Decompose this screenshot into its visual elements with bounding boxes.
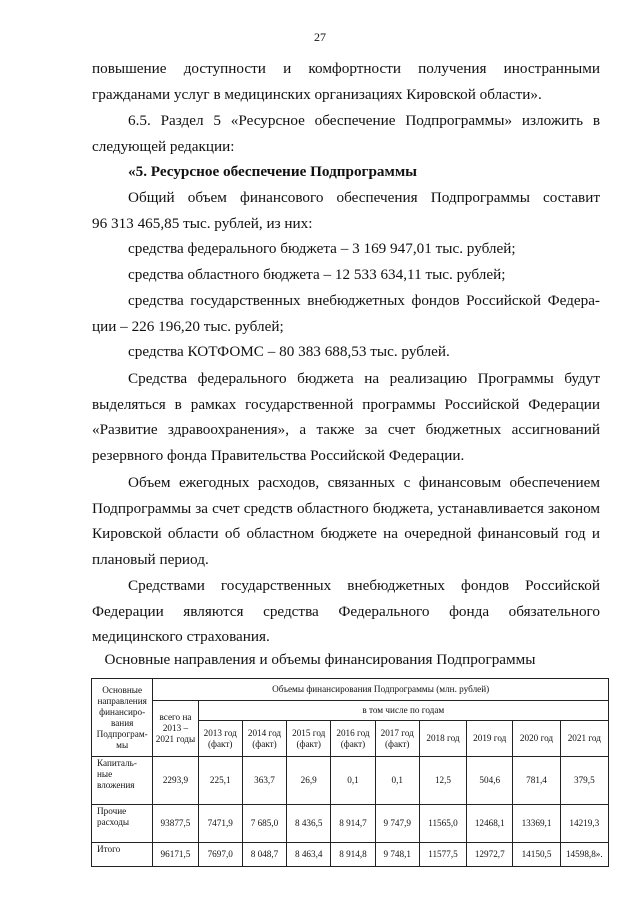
text-line: Средствами государственных внебюджетных фондов Российской [128,577,600,594]
year-header: 2017 год (факт) [375,721,419,757]
year-header: 2019 год [467,721,513,757]
text-line: следующей редакции: [92,137,235,155]
page-number: 27 [314,30,326,44]
row-total: 96171,5 [153,843,198,867]
text-line: Подпрограммы за счет средств областного бюджета, устанавливается законом [92,499,600,517]
text-line: 6.5. Раздел 5 «Ресурсное обеспечение Подпрограммы» изложить в [128,112,600,129]
text-line: плановый период. [92,550,209,568]
table-caption: Основные направления и объемы финансирования Подпрограммы [104,651,536,668]
paragraph-extrabudgetary-funds [92,288,600,339]
text-line: Кировской области об областном бюджете на очередной финансовый год и [92,525,600,542]
paragraph-federal-funds [92,366,600,468]
table-row: Капиталь-ные вложения 2293,9 225,1 363,7 26,9 0,1 0,1 12,5 504,6 781,4 379,5 [92,757,609,805]
table-row: Прочие расходы 93877,5 7471,9 7 685,0 8 436,5 8 914,7 9 747,9 11565,0 12468,1 13369,1 14219,3 [92,805,609,843]
paragraph-6-5 [92,108,600,159]
text-line: Средства федерального бюджета на реализацию Программы будут [128,370,600,387]
paragraph-federal-budget: средства федерального бюджета – 3 169 947,01 тыс. рублей; [128,240,516,257]
row-label: Капиталь-ные вложения [92,757,153,805]
table-row: Итого 96171,5 7697,0 8 048,7 8 463,4 8 914,8 9 748,1 11577,5 12972,7 14150,5 14598,8». [92,843,609,867]
paragraph-funds-definition [92,573,600,650]
text-line: резервного фонда Правительства Российской Федерации. [92,446,465,464]
paragraph-continuation [92,56,600,107]
corner-header: Основные направления финансиро-вания Подпрограм-мы [92,679,153,757]
text-line: Общий объем финансового обеспечения Подпрограммы составит [128,189,600,206]
text-line: 96 313 465,85 тыс. рублей, из них: [92,214,313,232]
total-header: всего на 2013 – 2021 годы [153,701,198,757]
row-total: 93877,5 [153,805,198,843]
paragraph-kotfoms: средства КОТФОМС – 80 383 688,53 тыс. рублей. [128,343,450,360]
text-line: Федерации являются средства Федерального фонда обязательного [92,602,600,620]
row-label: Итого [92,843,153,867]
row-label: Прочие расходы [92,805,153,843]
text-line: выделяться в рамках государственной программы Российской Федерации [92,395,600,413]
paragraph-annual-expenses [92,470,600,572]
text-line: повышение доступности и комфортности получения иностранными [92,60,600,77]
year-header: 2015 год (факт) [287,721,331,757]
text-line: «Развитие здравоохранения», а также за счет бюджетных ассигнований [92,421,600,438]
year-header: 2013 год (факт) [198,721,242,757]
paragraph-total-volume [92,185,600,236]
text-line: гражданами услуг в медицинских организациях Кировской области». [92,85,542,103]
year-header: 2021 год [560,721,608,757]
text-line: Объем ежегодных расходов, связанных с финансовым обеспечением [128,474,600,491]
volumes-header: Объемы финансирования Подпрограммы (млн. рублей) [153,679,609,701]
by-years-header: в том числе по годам [198,701,608,721]
text-line: ции – 226 196,20 тыс. рублей; [92,317,284,335]
text-line: средства государственных внебюджетных фондов Российской Федера- [128,292,600,309]
year-header: 2016 год (факт) [331,721,375,757]
row-total: 2293,9 [153,757,198,805]
year-header: 2014 год (факт) [242,721,286,757]
year-header: 2018 год [419,721,466,757]
section-heading: «5. Ресурсное обеспечение Подпрограммы [128,163,418,180]
year-header: 2020 год [513,721,560,757]
text-line: медицинского страхования. [92,628,270,645]
financing-table [91,678,609,867]
paragraph-regional-budget: средства областного бюджета – 12 533 634,11 тыс. рублей; [128,266,506,283]
